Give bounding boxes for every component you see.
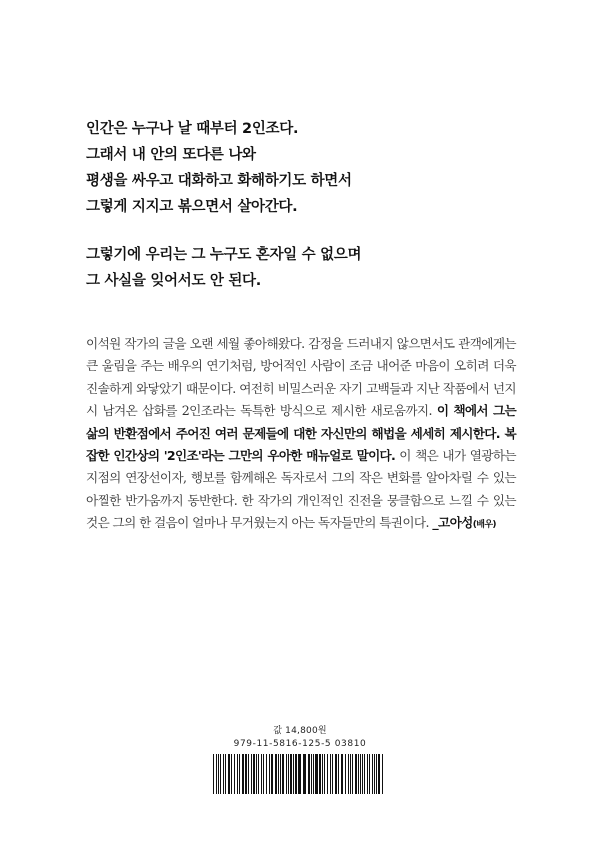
poem-stanza-1 <box>86 116 526 220</box>
blurb-author-role: (배우) <box>472 520 496 531</box>
barcode-icon <box>212 754 384 794</box>
blurb-text: 이 책은 내가 열광하는 지점의 연장선이자, 행보를 함께해온 독자로서 그의 작은 변화를 알아차릴 수 있는 아찔한 반가움까지 동반한다. 한 작가의 개인적인 진전을 뭉클함으로 느낄 수 있는 것은 그의 한 걸음이 얼마나 무거웠는지 아는 독자들만의 특권이다. <box>86 448 517 531</box>
poem-line: 평생을 싸우고 대화하고 화해하기도 하면서 <box>86 173 352 189</box>
isbn-number: 979-11-5816-125-5 03810 <box>233 739 367 749</box>
poem-line: 인간은 누구나 날 때부터 2인조다. <box>86 121 299 137</box>
endorsement-blurb <box>86 333 516 537</box>
poem-line: 그렇게 지지고 볶으면서 살아간다. <box>86 199 298 215</box>
blurb-emphasis: 이 책에서 그는 삶의 반환점에서 주어진 여러 문제들에 대한 자신만의 해법을 세세히 제시한다. 복잡한 인간상의 '2인조'라는 그만의 우아한 매뉴얼로 말이다. <box>86 403 516 464</box>
price-label: 값 14,800원 <box>273 726 327 736</box>
poem-line: 그렇기에 우리는 그 누구도 혼자일 수 없으며 <box>86 247 362 263</box>
blurb-text: 이석원 작가의 글을 오랜 세월 좋아해왔다. 감정을 드러내지 않으면서도 관객에게는 큰 울림을 주는 배우의 연기처럼, 방어적인 사람이 조금 내어준 마음이 오히려 더욱 진솔하게 와닿았기 때문이다. 여전히 비밀스러운 자기 고백들과 지난 작품에서 넌지시 남겨온 삽화를 2인조라는 독특한 방식으로 제시한 새로움까지. <box>86 336 516 419</box>
blurb-author: _고아성 <box>432 515 473 531</box>
poem-line: 그래서 내 안의 또다른 나와 <box>86 147 256 163</box>
poem-line: 그 사실을 잊어서도 안 된다. <box>86 273 261 289</box>
poem-stanza-2 <box>86 242 526 294</box>
